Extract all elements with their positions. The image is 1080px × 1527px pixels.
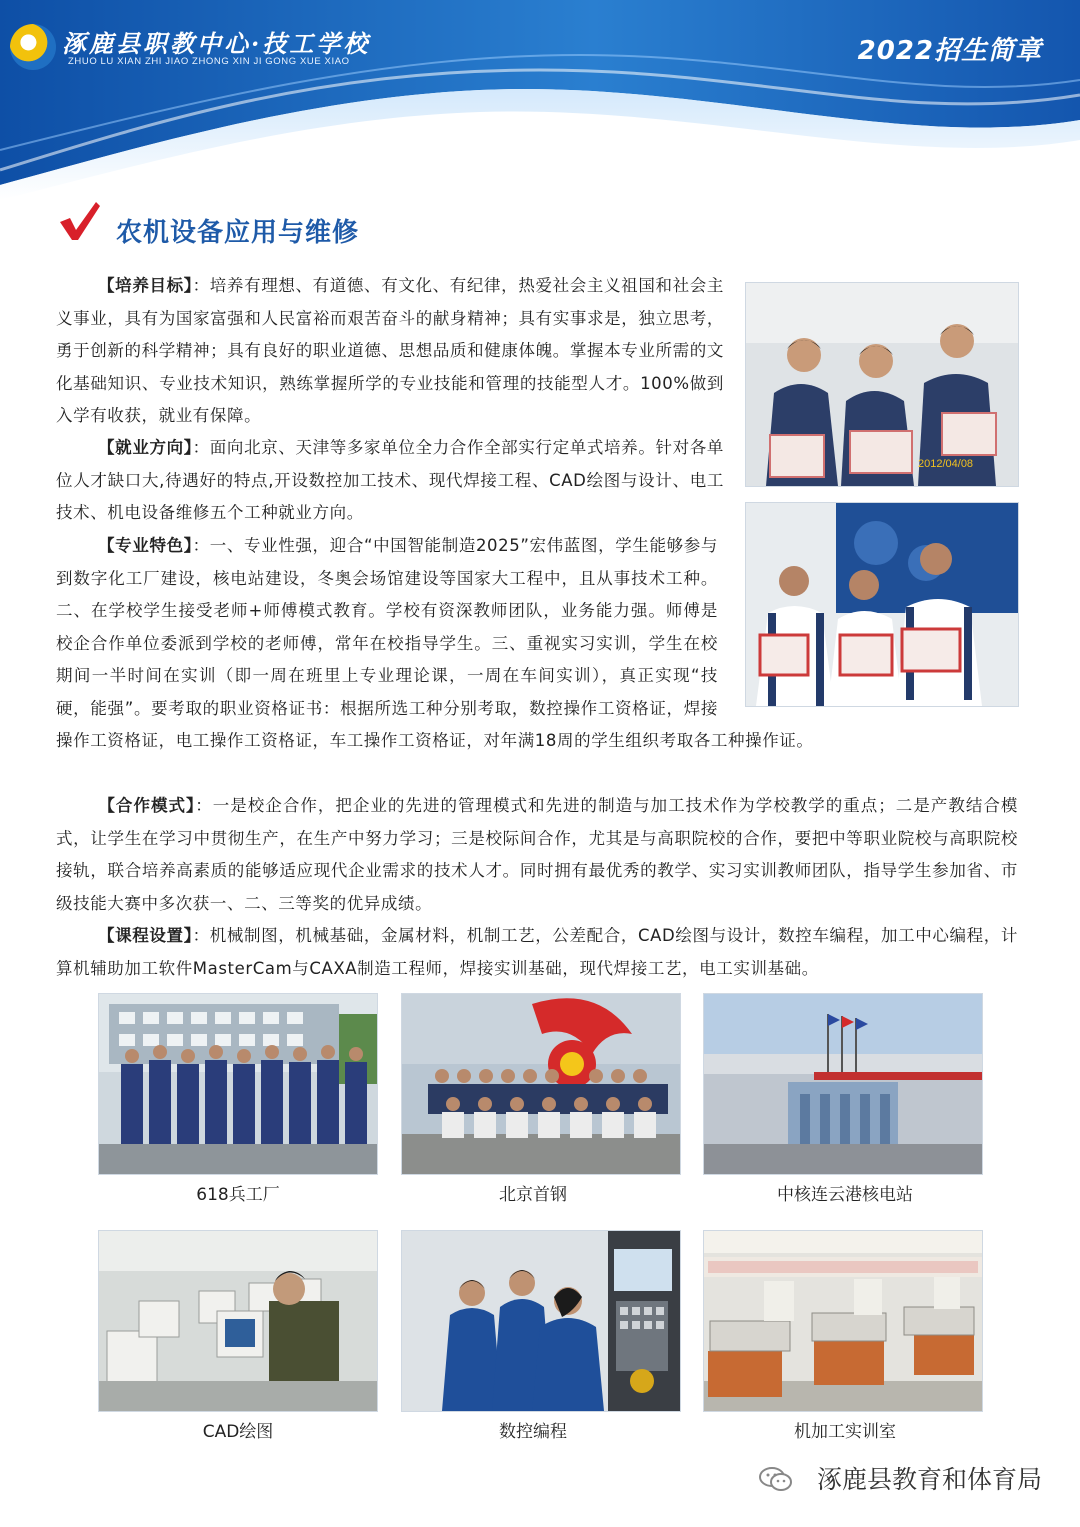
photo-beijing-shougang — [401, 993, 681, 1175]
paragraph-text: ：机械制图，机械基础，金属材料，机制工艺，公差配合，CAD绘图与设计，数控车编程，加工中心编程，计算机辅助加工软件MasterCam与CAXA制造工程师，焊接实训基础，现代焊接工艺，电工实训基础。 — [56, 926, 1018, 978]
photo-machining-workshop — [703, 1230, 983, 1412]
paragraph-label: 【课程设置】 — [98, 926, 193, 945]
caption-cnc: 数控编程 — [499, 1422, 567, 1442]
school-logo — [10, 24, 56, 70]
paragraph-text: ：面向北京、天津等多家单位全力合作全部实行定单式培养。针对各单位人才缺口大,待遇好的特点,开设数控加工技术、现代焊接工程、CAD绘图与设计、电工技术、机电设备维修五个工种就业方向。 — [56, 438, 724, 522]
caption-workshop: 机加工实训室 — [794, 1422, 896, 1442]
photo-date-stamp: 2012/04/08 — [918, 458, 974, 470]
photo-cad-lab — [98, 1230, 378, 1412]
paragraph-employment — [56, 432, 724, 530]
paragraph-text: ：一、专业性强，迎合“中国智能制造2025”宏伟蓝图，学生能够参与到数字化工厂建设，核电站建设，冬奥会场馆建设等国家大工程中，且从事技术工种。二、在学校学生接受老师+师傅模式教育。学校有资深教师团队，业务能力强。师傅是校企合作单位委派到学校的老师傅，常年在校指导学生。三、重视实习实训，学生在校期间一半时间在实训（即一周在班里上专业理论课，一周在车间实训），真正实现“技硬，能强”。要考取的职业资格证书：根据所选工种分别考取，数控操作工资格证，焊接操作工资格证，电工操作工资格证，车工操作工资格证，对年满18周的学生组织考取各工种操作证。 — [56, 536, 814, 750]
paragraph-courses — [56, 920, 1018, 985]
caption-cad: CAD绘图 — [202, 1422, 274, 1442]
paragraph-label: 【合作模式】 — [98, 796, 196, 815]
caption-618: 618兵工厂 — [196, 1185, 280, 1205]
paragraph-cooperation — [56, 790, 1018, 920]
header-banner — [0, 0, 1080, 200]
photo-factory-618 — [98, 993, 378, 1175]
caption-nuclear: 中核连云港核电站 — [777, 1185, 913, 1205]
paragraph-label: 【就业方向】 — [98, 438, 193, 457]
paragraph-label: 【培养目标】 — [98, 276, 193, 295]
paragraph-training-goal — [56, 270, 724, 433]
wechat-icon — [758, 1465, 794, 1493]
section-title: 农机设备应用与维修 — [116, 218, 360, 248]
photo-cnc-programming — [401, 1230, 681, 1412]
wechat-account-name: 涿鹿县教育和体育局 — [816, 1465, 1042, 1494]
paragraph-label: 【专业特色】 — [98, 536, 193, 555]
checkmark-icon — [56, 198, 102, 244]
photo-students-certificates — [745, 282, 1019, 487]
school-name-en: ZHUO LU XIAN ZHI JIAO ZHONG XIN JI GONG XUE XIAO — [68, 56, 350, 67]
paragraph-text: ：一是校企合作，把企业的先进的管理模式和先进的制造与加工技术作为学校教学的重点；二是产教结合模式，让学生在学习中贯彻生产，在生产中努力学习；三是校际间合作，尤其是与高职院校的合作，要把中等职业院校与高职院校接轨，联合培养高素质的能够适应现代企业需求的技术人才。同时拥有最优秀的教学、实习实训教师团队，指导学生参加省、市级技能大赛中多次获一、二、三等奖的优异成绩。 — [56, 796, 1018, 913]
school-name-cn: 涿鹿县职教中心·技工学校 — [62, 29, 371, 58]
brochure-title: 2022招生简章 — [857, 36, 1042, 66]
paragraph-text: ：培养有理想、有道德、有文化、有纪律，热爱社会主义祖国和社会主义事业，具有为国家富强和人民富裕而艰苦奋斗的献身精神；具有实事求是，独立思考，勇于创新的科学精神；具有良好的职业道德、思想品质和健康体魄。掌握本专业所需的文化基础知识、专业技术知识，熟练掌握所学的专业技能和管理的技能型人才。100%做到入学有收获，就业有保障。 — [56, 276, 724, 425]
photo-students-award — [745, 502, 1019, 707]
caption-shougang: 北京首钢 — [499, 1185, 567, 1205]
photo-nuclear-power-station — [703, 993, 983, 1175]
